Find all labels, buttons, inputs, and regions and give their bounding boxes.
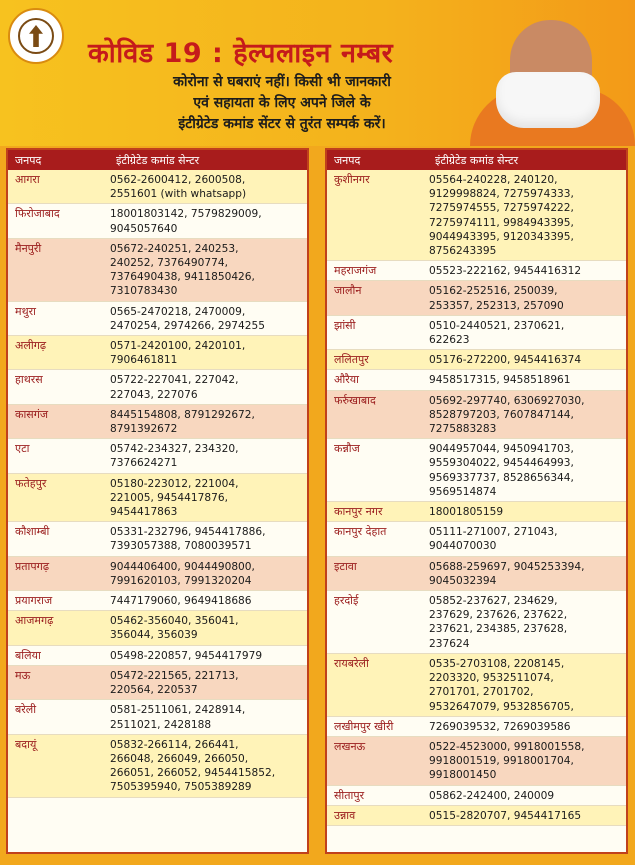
district-name: उन्नाव [334, 808, 356, 822]
table-row [8, 666, 307, 700]
table-row [327, 261, 626, 281]
helpline-numbers: 05862-242400, 240009 [429, 789, 555, 802]
helpline-numbers: 05722-227041, 227042, 227043, 227076 [110, 374, 239, 401]
district-name: रायबरेली [334, 656, 369, 670]
table-row [327, 557, 626, 591]
helpline-numbers: 18001805159 [429, 506, 504, 519]
helpline-numbers: 05462-356040, 356041, 356044, 356039 [110, 615, 239, 642]
table-row [8, 239, 307, 302]
district-name: मैनपुरी [15, 241, 42, 255]
helpline-numbers: 05523-222162, 9454416312 [429, 265, 582, 278]
district-name: औरैया [334, 373, 359, 387]
table-row [327, 439, 626, 502]
district-name: इटावा [334, 559, 357, 573]
district-name: एटा [15, 442, 30, 456]
district-name: कानपुर देहात [334, 525, 387, 539]
table-row [8, 474, 307, 523]
table-row [327, 170, 626, 261]
table-row [327, 717, 626, 737]
district-name: ललितपुर [334, 353, 369, 367]
district-name: झांसी [334, 318, 356, 332]
helpline-numbers: 0571-2420100, 2420101, 7906461811 [110, 340, 246, 367]
column-center: इंटीग्रेटेड कमांड सेन्टर [435, 153, 519, 167]
table-body-right [327, 170, 626, 826]
helpline-table-left [6, 148, 309, 854]
table-row [8, 336, 307, 370]
district-name: मऊ [15, 668, 31, 682]
subtitle-line-1: कोरोना से घबराएं नहीं। किसी भी जानकारी [173, 74, 391, 90]
page-title: कोविड 19 : हेल्पलाइन नम्बर [88, 38, 394, 69]
header-banner [0, 0, 635, 146]
column-district: जनपद [15, 153, 42, 167]
table-row [8, 700, 307, 734]
district-name: फर्रुखाबाद [334, 393, 376, 407]
table-row [8, 204, 307, 238]
district-name: लखनऊ [334, 739, 366, 753]
column-center: इंटीग्रेटेड कमांड सेन्टर [116, 153, 200, 167]
district-name: जालौन [334, 284, 362, 298]
helpline-numbers: 0565-2470218, 2470009, 2470254, 2974266, 2974255 [110, 305, 266, 332]
helpline-numbers: 05162-252516, 250039, 253357, 252313, 257090 [429, 285, 564, 312]
helpline-numbers: 18001803142, 7579829009, 9045057640 [110, 208, 262, 235]
helpline-table-right [325, 148, 628, 854]
helpline-numbers: 05331-232796, 9454417886, 7393057388, 7080039571 [110, 526, 266, 553]
table-row [327, 522, 626, 556]
helpline-numbers: 0522-4523000, 9918001558, 9918001519, 9918001704, 9918001450 [429, 740, 585, 782]
helpline-numbers: 05176-272200, 9454416374 [429, 354, 582, 367]
district-name: प्रतापगढ़ [15, 559, 50, 573]
helpline-numbers: 7269039532, 7269039586 [429, 720, 571, 733]
table-row [327, 654, 626, 717]
table-row [327, 316, 626, 350]
helpline-numbers: 05180-223012, 221004, 221005, 9454417876, 9454417863 [110, 477, 239, 519]
subtitle-line-3: इंटीग्रेटेड कमांड सेंटर से तुरंत सम्पर्क करें। [178, 116, 386, 132]
helpline-numbers: 9044957044, 9450941703, 9559304022, 9454464993, 9569337737, 8528656344, 9569514874 [429, 443, 574, 498]
table-row [327, 370, 626, 390]
helpline-numbers: 9458517315, 9458518961 [429, 374, 571, 387]
table-row [327, 591, 626, 654]
district-name: आगरा [15, 173, 40, 186]
table-row [8, 611, 307, 645]
district-name: कासगंज [15, 407, 49, 421]
table-row [327, 502, 626, 522]
helpline-numbers: 05852-237627, 234629, 237629, 237626, 237622, 237621, 234385, 237628, 237624 [429, 595, 568, 650]
helpline-numbers: 0535-2703108, 2208145, 2203320, 9532511074, 2701701, 2701702, 9532647079, 9532856705, [429, 657, 574, 713]
table-row [327, 391, 626, 440]
table-row [8, 439, 307, 473]
helpline-numbers: 05498-220857, 9454417979 [110, 649, 263, 662]
district-name: कौशाम्बी [15, 525, 50, 539]
district-name: कानपुर नगर [334, 505, 383, 519]
helpline-numbers: 05688-259697, 9045253394, 9045032394 [429, 560, 585, 587]
district-name: आजमगढ़ [15, 614, 54, 628]
district-name: बलिया [15, 648, 41, 662]
district-name: महराजगंज [334, 264, 377, 278]
official-portrait [470, 6, 635, 146]
table-row [8, 557, 307, 591]
district-name: लखीमपुर खीरी [334, 719, 394, 733]
table-row [327, 737, 626, 786]
helpline-numbers: 05742-234327, 234320, 7376624271 [110, 443, 239, 470]
district-name: हरदोई [334, 594, 359, 608]
table-row [8, 302, 307, 336]
helpline-numbers: 05672-240251, 240253, 240252, 7376490774, 7376490438, 9411850426, 7310783430 [110, 242, 255, 298]
table-row [327, 806, 626, 826]
helpline-numbers: 8445154808, 8791292672, 8791392672 [110, 408, 255, 436]
helpline-numbers: 05692-297740, 6306927030, 8528797203, 7607847144, 7275883283 [429, 394, 585, 436]
helpline-numbers: 7447179060, 9649418686 [110, 595, 252, 608]
district-name: बरेली [15, 703, 37, 717]
district-name: अलीगढ़ [15, 339, 47, 353]
table-row [8, 735, 307, 798]
subtitle-line-2: एवं सहायता के लिए अपने जिले के [193, 95, 371, 111]
helpline-numbers: 0515-2820707, 9454417165 [429, 809, 582, 822]
helpline-numbers: 9044406400, 9044490800, 7991620103, 7991320204 [110, 560, 255, 587]
district-name: सीतापुर [334, 788, 365, 802]
table-row [327, 786, 626, 806]
table-row [8, 170, 307, 204]
table-row [327, 350, 626, 370]
district-name: फिरोजाबाद [15, 207, 60, 221]
helpline-numbers: 05472-221565, 221713, 220564, 220537 [110, 669, 239, 697]
helpline-numbers: 05111-271007, 271043, 9044070030 [429, 526, 558, 553]
helpline-numbers: 0510-2440521, 2370621, 622623 [429, 319, 565, 347]
district-name: बदायूं [15, 737, 37, 751]
table-row [327, 281, 626, 315]
table-body-left [8, 170, 307, 798]
district-name: कुशीनगर [334, 173, 370, 186]
face-mask-icon [496, 72, 600, 128]
helpline-numbers: 0581-2511061, 2428914, 2511021, 2428188 [110, 704, 246, 731]
district-name: हाथरस [15, 373, 43, 387]
helpline-numbers: 0562-2600412, 2600508, 2551601 (with whatsapp) [110, 174, 247, 201]
table-row [8, 522, 307, 556]
table-header [8, 150, 307, 170]
table-row [8, 591, 307, 611]
table-row [8, 405, 307, 439]
column-district: जनपद [334, 153, 361, 167]
district-name: फतेहपुर [15, 476, 47, 490]
table-row [8, 370, 307, 404]
table-row [8, 646, 307, 666]
helpline-numbers: 05832-266114, 266441, 266048, 266049, 266050, 266051, 266052, 9454415852, 7505395940, 7505389289 [110, 738, 276, 794]
district-name: मथुरा [15, 304, 36, 318]
district-name: कन्नौज [334, 442, 360, 456]
table-header [327, 150, 626, 170]
district-name: प्रयागराज [15, 594, 53, 608]
helpline-numbers: 05564-240228, 240120, 9129998824, 7275974333, 7275974555, 7275974222, 7275974111, 9984943395, 9044943395, 9120343395, 8756243395 [429, 174, 574, 258]
state-emblem-logo [8, 8, 64, 64]
subtitle [122, 72, 442, 135]
